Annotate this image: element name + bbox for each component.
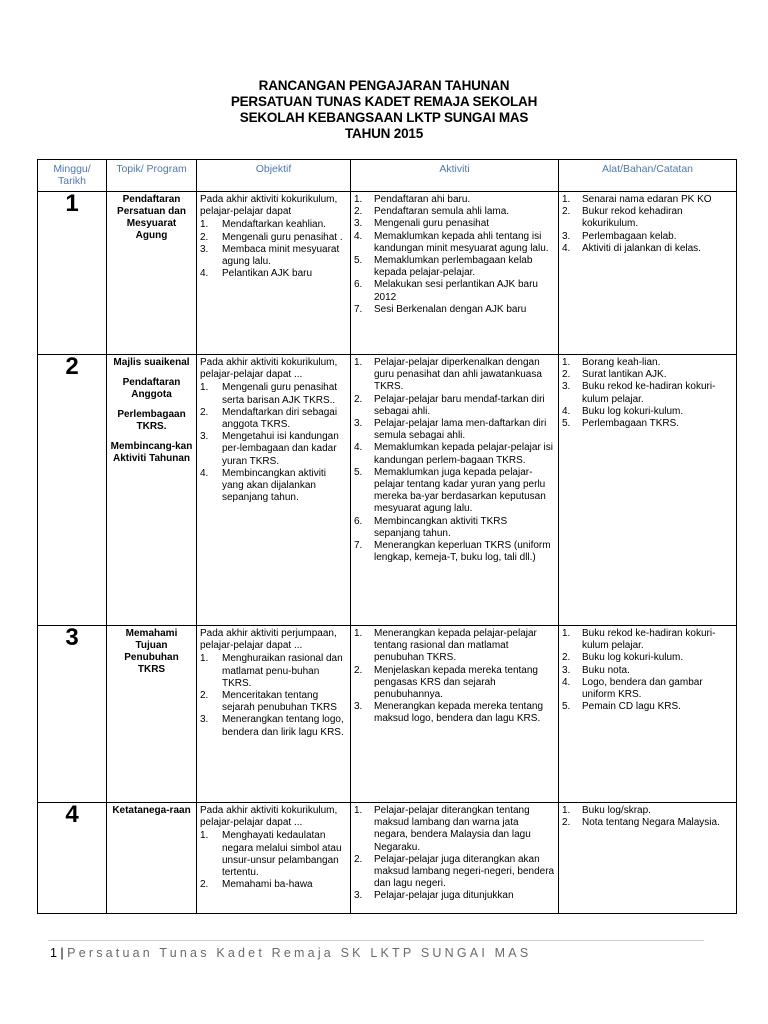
activity-number: 3. <box>354 890 363 902</box>
table-row <box>38 626 737 803</box>
activity-item <box>354 805 555 854</box>
activity-number: 3. <box>354 701 363 713</box>
material-number: 1. <box>562 628 571 639</box>
material-item <box>562 357 733 369</box>
activity-cell <box>351 626 559 803</box>
title-line-4: TAHUN 2015 <box>344 126 424 141</box>
material-list <box>562 805 733 829</box>
objective-intro: Pada akhir aktiviti perjumpaan, pelajar-pelajar dapat ... <box>200 628 337 652</box>
material-text: Perlembagaan TKRS. <box>582 418 680 430</box>
material-text: Perlembagaan kelab. <box>582 230 677 242</box>
material-text: Buku log/skrap. <box>582 805 651 816</box>
header-objektif: Objektif <box>197 160 351 192</box>
week-number: 2 <box>38 355 107 626</box>
objective-intro: Pada akhir aktiviti kokurikulum, pelajar-pelajar dapat ... <box>200 357 338 381</box>
activity-item <box>354 665 555 702</box>
objective-item <box>200 714 347 738</box>
material-item <box>562 628 733 652</box>
objective-text: Menceritakan tentang sejarah penubuhan TKRS <box>222 690 337 714</box>
activity-text: Menerangkan kepada mereka tentang maksud logo, bendera dan lagu KRS. <box>374 701 544 725</box>
objective-item <box>200 244 347 268</box>
topic-cell <box>107 803 197 914</box>
objective-text: Mengenali guru penasihat serta barisan AJK TKRS.. <box>222 382 338 406</box>
objective-number: 2. <box>200 406 209 418</box>
material-item <box>562 418 733 430</box>
material-text: Borang keah-lian. <box>582 357 661 368</box>
objective-cell <box>197 626 351 803</box>
objective-text: Mengetahui isi kandungan per-lembagaan dan kadar yuran TKRS. <box>222 431 339 467</box>
material-text: Buku rekod ke-hadiran kokuri-kulum pelajar. <box>582 628 716 652</box>
objective-number: 1. <box>200 382 209 394</box>
activity-list <box>354 805 555 903</box>
material-text: Surat lantikan AJK. <box>582 369 667 381</box>
activity-text: Menjelaskan kepada mereka tentang pengasas KRS dan sejarah penubuhannya. <box>374 664 538 701</box>
activity-text: Pendaftaran semula ahli lama. <box>374 206 510 218</box>
table-row <box>38 355 737 626</box>
objective-item <box>200 830 347 879</box>
topic-cell <box>107 355 197 626</box>
material-text: Bukur rekod kehadiran kokurikulum. <box>582 206 683 230</box>
objective-cell <box>197 803 351 914</box>
activity-number: 7. <box>354 303 363 315</box>
material-item <box>562 406 733 418</box>
activity-number: 6. <box>354 279 363 291</box>
material-list <box>562 194 733 255</box>
material-text: Logo, bendera dan gambar uniform KRS. <box>582 676 703 701</box>
activity-item <box>354 516 555 540</box>
objective-number: 1. <box>200 219 209 231</box>
activity-list <box>354 194 555 316</box>
activity-item <box>354 628 555 665</box>
activity-text: Menerangkan keperluan TKRS (uniform lengkap, kemeja-T, buku log, tali dll.) <box>374 540 551 564</box>
topic-text: Membincang-kan Aktiviti Tahunan <box>110 441 193 464</box>
activity-text: Pelajar-pelajar lama men-daftarkan diri semula sebagai ahli. <box>374 418 547 442</box>
material-list <box>562 628 733 713</box>
objective-text: Pelantikan AJK baru <box>222 268 313 280</box>
footer-divider <box>48 940 704 941</box>
objective-item <box>200 431 347 468</box>
material-text: Buku rekod ke-hadiran kokuri-kulum pelajar. <box>582 381 716 405</box>
material-cell <box>559 803 737 914</box>
objective-text: Mengenali guru penasihat . <box>222 231 343 243</box>
topic-text: Majlis suaikenal <box>113 357 190 368</box>
activity-item <box>354 467 555 516</box>
topic-text: Memahami Tujuan Penubuhan TKRS <box>124 628 179 675</box>
objective-item <box>200 879 347 891</box>
objective-number: 4. <box>200 268 209 280</box>
material-list <box>562 357 733 430</box>
activity-item <box>354 194 555 206</box>
activity-item <box>354 279 555 303</box>
document-title-block <box>0 78 768 142</box>
activity-text: Pendaftaran ahi baru. <box>374 194 471 205</box>
activity-number: 2. <box>354 393 363 405</box>
material-number: 2. <box>562 817 571 829</box>
material-number: 1. <box>562 194 571 205</box>
topic-text: Pendaftaran Persatuan dan Mesyuarat Agung <box>117 194 186 241</box>
objective-text: Menerangkan tentang logo, bendera dan lirik lagu KRS. <box>222 714 344 738</box>
activity-text: Melakukan sesi perlantikan AJK baru 2012 <box>374 279 538 303</box>
footer-separator: | <box>56 946 68 960</box>
material-number: 3. <box>562 230 571 242</box>
activity-text: Pelajar-pelajar diterangkan tentang maksud lambang dan warna jata negara, bendera Malaysia dan lagu Negaraku. <box>374 805 531 853</box>
material-number: 2. <box>562 206 571 218</box>
objective-list <box>200 219 347 280</box>
material-number: 3. <box>562 381 571 393</box>
material-item <box>562 701 733 713</box>
objective-item <box>200 690 347 714</box>
activity-number: 3. <box>354 218 363 230</box>
objective-text: Mendaftarkan keahlian. <box>222 219 326 231</box>
material-number: 2. <box>562 652 571 664</box>
material-item <box>562 231 733 243</box>
objective-number: 2. <box>200 690 209 702</box>
activity-item <box>354 394 555 418</box>
activity-item <box>354 442 555 466</box>
material-number: 4. <box>562 242 571 254</box>
activity-text: Pelajar-pelajar diperkenalkan dengan guru penasihat dan ahli jawatankuasa TKRS. <box>374 357 542 393</box>
material-item <box>562 369 733 381</box>
material-item <box>562 243 733 255</box>
material-item <box>562 381 733 405</box>
material-cell <box>559 355 737 626</box>
title-line-2: PERSATUAN TUNAS KADET REMAJA SEKOLAH <box>230 94 538 109</box>
objective-number: 2. <box>200 231 209 243</box>
activity-text: Memaklumkan juga kepada pelajar-pelajar tentang kadar yuran yang perlu mereka ba-yar berdasarkan keputusan mesyuarat agung lalu. <box>374 466 546 515</box>
objective-list <box>200 382 347 504</box>
activity-text: Membincangkan aktiviti TKRS sepanjang tahun. <box>374 515 508 539</box>
objective-number: 4. <box>200 467 209 479</box>
activity-cell <box>351 355 559 626</box>
activity-text: Pelajar-pelajar juga diterangkan akan maksud lambang negeri-negeri, bendera dan lagu negeri. <box>374 853 555 890</box>
title-line-1: RANCANGAN PENGAJARAN TAHUNAN <box>258 78 510 93</box>
activity-number: 6. <box>354 515 363 527</box>
activity-list <box>354 628 555 726</box>
week-number: 1 <box>38 192 107 355</box>
material-item <box>562 206 733 230</box>
activity-item <box>354 890 555 902</box>
activity-number: 1. <box>354 194 363 205</box>
activity-number: 5. <box>354 255 363 267</box>
activity-item <box>354 231 555 255</box>
objective-item <box>200 468 347 505</box>
material-text: Nota tentang Negara Malaysia. <box>582 817 720 829</box>
material-item <box>562 665 733 677</box>
objective-number: 3. <box>200 431 209 443</box>
material-number: 4. <box>562 676 571 688</box>
activity-number: 4. <box>354 442 363 454</box>
activity-item <box>354 418 555 442</box>
material-item <box>562 677 733 701</box>
activity-number: 2. <box>354 853 363 865</box>
activity-number: 7. <box>354 540 363 552</box>
activity-text: Memaklumkan kepada ahli tentang isi kandungan minit mesyuarat agung lalu. <box>374 230 549 254</box>
activity-number: 1. <box>354 805 363 816</box>
topic-text: Pendaftaran Anggota <box>122 377 181 400</box>
objective-item <box>200 653 347 690</box>
table-row <box>38 803 737 914</box>
material-number: 5. <box>562 701 571 713</box>
objective-text: Mendaftarkan diri sebagai anggota TKRS. <box>222 406 338 431</box>
objective-intro: Pada akhir aktiviti kokurikulum, pelajar-pelajar dapat ... <box>200 805 338 829</box>
footer-text: Persatuan Tunas Kadet Remaja SK LKTP SUNGAI MAS <box>67 946 532 960</box>
activity-text: Menerangkan kepada pelajar-pelajar tentang rasional dan matlamat penubuhan TKRS. <box>374 628 537 664</box>
objective-intro: Pada akhir aktiviti kokurikulum, pelajar-pelajar dapat <box>200 194 338 218</box>
objective-item <box>200 268 347 280</box>
material-number: 1. <box>562 805 571 816</box>
material-cell <box>559 192 737 355</box>
objective-cell <box>197 192 351 355</box>
material-item <box>562 652 733 664</box>
activity-cell <box>351 803 559 914</box>
activity-item <box>354 854 555 891</box>
objective-item <box>200 219 347 231</box>
title-line-3: SEKOLAH KEBANGSAAN LKTP SUNGAI MAS <box>239 110 529 125</box>
plan-table <box>37 159 737 914</box>
objective-text: Membaca minit mesyuarat agung lalu. <box>222 243 340 268</box>
table-row <box>38 192 737 355</box>
material-item <box>562 817 733 829</box>
activity-text: Mengenali guru penasihat <box>374 218 490 230</box>
activity-text: Memaklumkan kepada pelajar-pelajar isi kandungan perlem-bagaan TKRS. <box>374 442 553 466</box>
objective-text: Menghayati kedaulatan negara melalui simbol atau unsur-unsur pelambangan tertentu. <box>222 830 342 879</box>
material-text: Buku nota. <box>582 664 630 676</box>
header-alat: Alat/Bahan/Catatan <box>559 160 737 192</box>
objective-number: 1. <box>200 653 209 665</box>
material-number: 5. <box>562 418 571 430</box>
activity-item <box>354 540 555 564</box>
topic-text: Ketatanega-raan <box>112 805 191 816</box>
material-number: 4. <box>562 405 571 417</box>
header-minggu: Minggu/ Tarikh <box>38 160 107 192</box>
activity-text: Sesi Berkenalan dengan AJK baru <box>374 303 527 315</box>
objective-text: Memahami ba-hawa <box>222 879 313 891</box>
material-number: 2. <box>562 369 571 381</box>
material-text: Buku log kokuri-kulum. <box>582 652 684 664</box>
topic-text: Perlembagaan TKRS. <box>117 409 186 432</box>
header-aktiviti: Aktiviti <box>351 160 559 192</box>
activity-item <box>354 304 555 316</box>
activity-number: 1. <box>354 628 363 639</box>
objective-number: 2. <box>200 879 209 891</box>
page-number: 1 <box>50 946 57 960</box>
objective-number: 1. <box>200 830 209 842</box>
activity-item <box>354 218 555 230</box>
material-item <box>562 194 733 206</box>
activity-number: 1. <box>354 357 363 368</box>
activity-list <box>354 357 555 564</box>
material-text: Pemain CD lagu KRS. <box>582 701 681 713</box>
topic-cell <box>107 192 197 355</box>
table-header-row <box>38 160 737 192</box>
week-number: 3 <box>38 626 107 803</box>
material-number: 1. <box>562 357 571 368</box>
activity-cell <box>351 192 559 355</box>
activity-text: Pelajar-pelajar baru mendaf-tarkan diri sebagai ahli. <box>374 393 545 417</box>
header-topik: Topik/ Program <box>107 160 197 192</box>
activity-item <box>354 701 555 725</box>
activity-number: 2. <box>354 206 363 218</box>
objective-list <box>200 653 347 738</box>
activity-number: 4. <box>354 230 363 242</box>
activity-number: 3. <box>354 418 363 430</box>
objective-number: 3. <box>200 243 209 255</box>
activity-item <box>354 357 555 394</box>
activity-text: Pelajar-pelajar juga ditunjukkan <box>374 890 514 902</box>
material-item <box>562 805 733 817</box>
objective-text: Membincangkan aktiviti yang akan dijalankan sepanjang tahun. <box>222 467 326 504</box>
objective-number: 3. <box>200 714 209 726</box>
objective-list <box>200 830 347 891</box>
material-text: Senarai nama edaran PK KO <box>582 194 712 205</box>
objective-item <box>200 232 347 244</box>
material-number: 3. <box>562 664 571 676</box>
page-footer <box>50 946 531 960</box>
objective-cell <box>197 355 351 626</box>
activity-text: Memaklumkan perlembagaan kelab kepada pelajar-pelajar. <box>374 255 533 279</box>
activity-number: 5. <box>354 466 363 478</box>
activity-item <box>354 206 555 218</box>
objective-item <box>200 407 347 431</box>
week-number: 4 <box>38 803 107 914</box>
material-text: Aktiviti di jalankan di kelas. <box>582 242 701 254</box>
activity-item <box>354 255 555 279</box>
objective-item <box>200 382 347 406</box>
objective-text: Menghuraikan rasional dan matlamat penu-buhan TKRS. <box>222 653 343 689</box>
activity-number: 2. <box>354 664 363 676</box>
material-text: Buku log kokuri-kulum. <box>582 405 684 417</box>
material-cell <box>559 626 737 803</box>
topic-cell <box>107 626 197 803</box>
